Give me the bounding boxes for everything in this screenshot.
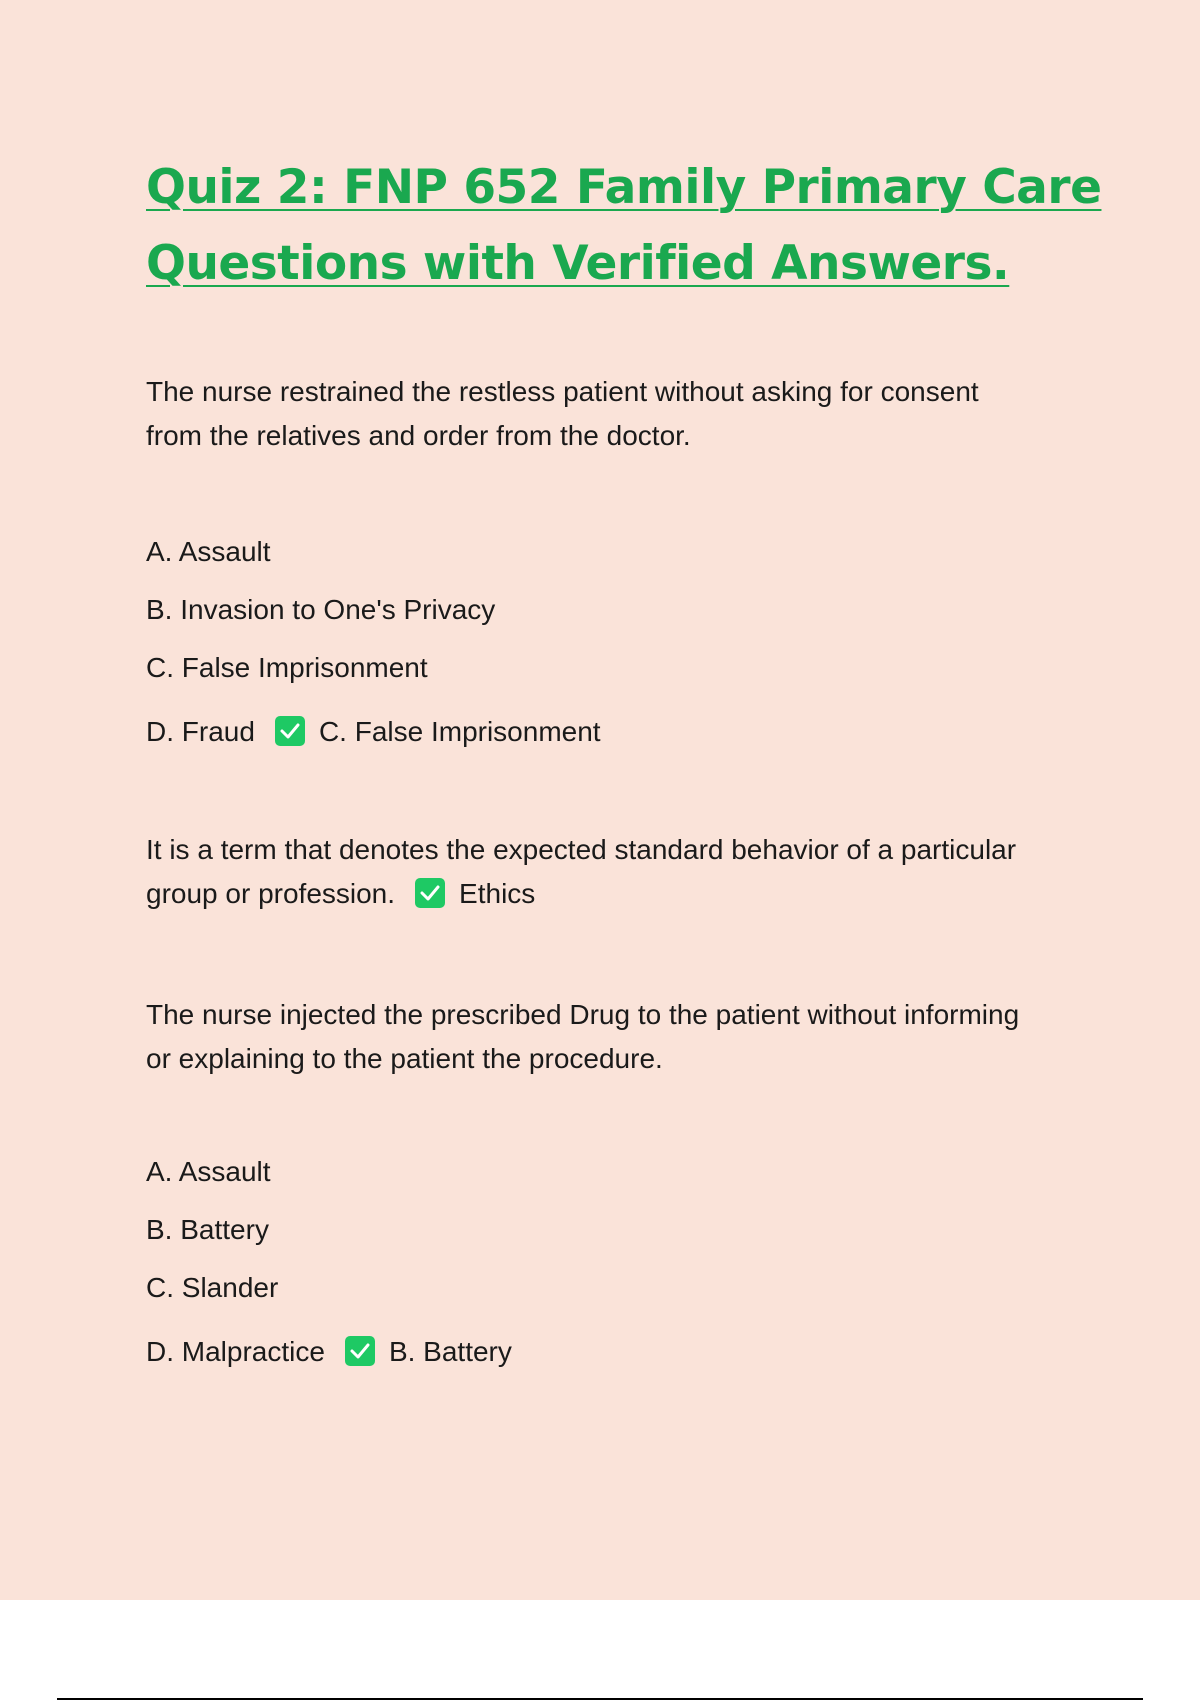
option-item: A. Assault <box>146 1156 271 1187</box>
question-1-text <box>146 370 979 458</box>
option-item: C. Slander <box>146 1272 279 1303</box>
question-1-options <box>146 530 601 768</box>
question-3 <box>146 993 1019 1081</box>
question-1-line-2: from the relatives and order from the doctor. <box>146 420 691 451</box>
option-item: C. False Imprisonment <box>146 652 428 683</box>
title-line-1: Quiz 2: FNP 652 Family Primary Care <box>146 160 1102 215</box>
option-item: B. Battery <box>146 1214 269 1245</box>
answer-text: C. False Imprisonment <box>318 716 601 747</box>
option-item: A. Assault <box>146 536 271 567</box>
document-content <box>146 150 1106 1367</box>
question-2-text <box>146 828 1016 916</box>
check-mark-icon <box>275 716 305 746</box>
answer-text: B. Battery <box>388 1336 512 1367</box>
question-3-line-1: The nurse injected the prescribed Drug to the patient without informing <box>146 999 1020 1030</box>
question-2-line-1: It is a term that denotes the expected standard behavior of a particular <box>146 834 1017 865</box>
check-mark-icon <box>345 1336 375 1366</box>
document-title <box>146 150 1106 302</box>
question-1-line-1: The nurse restrained the restless patient without asking for consent <box>146 376 979 407</box>
answer-text: Ethics <box>459 878 536 909</box>
check-mark-icon <box>415 878 445 908</box>
question-2 <box>146 828 1016 916</box>
option-item: B. Invasion to One's Privacy <box>146 594 496 625</box>
question-3-options <box>146 1150 512 1388</box>
title-line-2: Questions with Verified Answers. <box>146 236 1010 291</box>
option-item: D. Fraud <box>146 716 255 747</box>
option-item: D. Malpractice <box>146 1336 325 1367</box>
option-item-with-answer <box>146 1330 512 1374</box>
question-3-text <box>146 993 1019 1081</box>
question-2-line-2: group or profession. <box>146 878 396 909</box>
question-3-line-2: or explaining to the patient the procedure. <box>146 1043 663 1074</box>
question-1 <box>146 370 979 458</box>
option-item-with-answer <box>146 710 601 754</box>
